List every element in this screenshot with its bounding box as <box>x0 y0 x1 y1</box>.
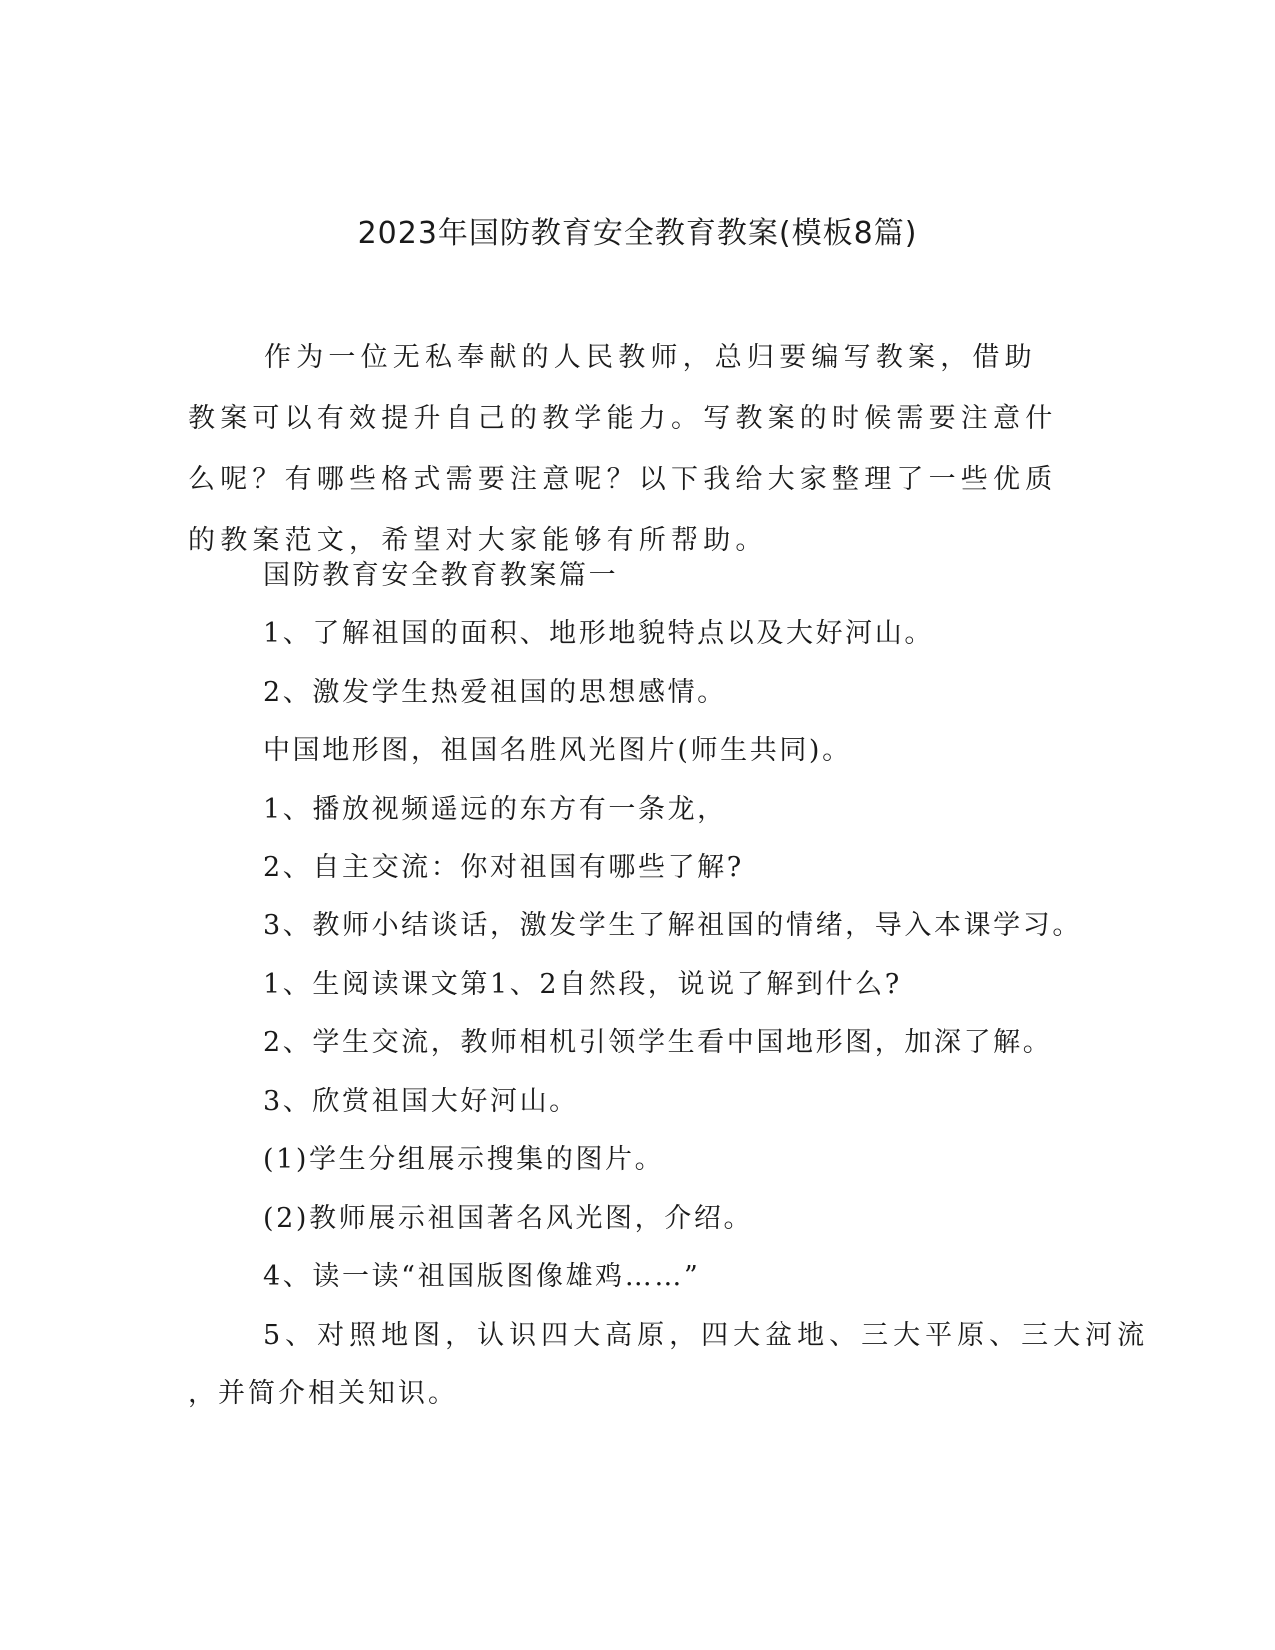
step-intro-1: 1、播放视频遥远的东方有一条龙， <box>263 794 727 825</box>
substep-2: (2)教师展示祖国著名风光图，介绍。 <box>263 1203 754 1234</box>
step-read-5: 5、对照地图，认识四大高原，四大盆地、三大平原、三大河流 <box>263 1320 1150 1351</box>
document-title: 2023年国防教育安全教育教案(模板8篇) <box>357 216 918 251</box>
step-read-4: 4、读一读“祖国版图像雄鸡……” <box>263 1261 701 1292</box>
step-read-2: 2、学生交流，教师相机引领学生看中国地形图，加深了解。 <box>263 1027 1053 1058</box>
section-heading: 国防教育安全教育教案篇一 <box>263 560 619 591</box>
step-read-1: 1、生阅读课文第1、2自然段，说说了解到什么? <box>263 969 902 1000</box>
substep-1: (1)学生分组展示搜集的图片。 <box>263 1144 665 1175</box>
objective-2: 2、激发学生热爱祖国的思想感情。 <box>263 677 727 708</box>
materials-line: 中国地形图，祖国名胜风光图片(师生共同)。 <box>263 735 852 766</box>
intro-paragraph: 作为一位无私奉献的人民教师，总归要编写教案，借助教案可以有效提升自己的教学能力。写教案的时候需要注意什么呢？有哪些格式需要注意呢？以下我给大家整理了一些优质的教案范文，希望对大家能够有所帮助。 <box>188 342 1058 556</box>
step-intro-3: 3、教师小结谈话，激发学生了解祖国的情绪，导入本课学习。 <box>263 910 1082 941</box>
step-read-3: 3、欣赏祖国大好河山。 <box>263 1086 579 1117</box>
objective-1: 1、了解祖国的面积、地形地貌特点以及大好河山。 <box>263 618 934 649</box>
step-read-5-continuation: ，并简介相关知识。 <box>188 1378 458 1409</box>
step-intro-2: 2、自主交流：你对祖国有哪些了解? <box>263 852 744 883</box>
